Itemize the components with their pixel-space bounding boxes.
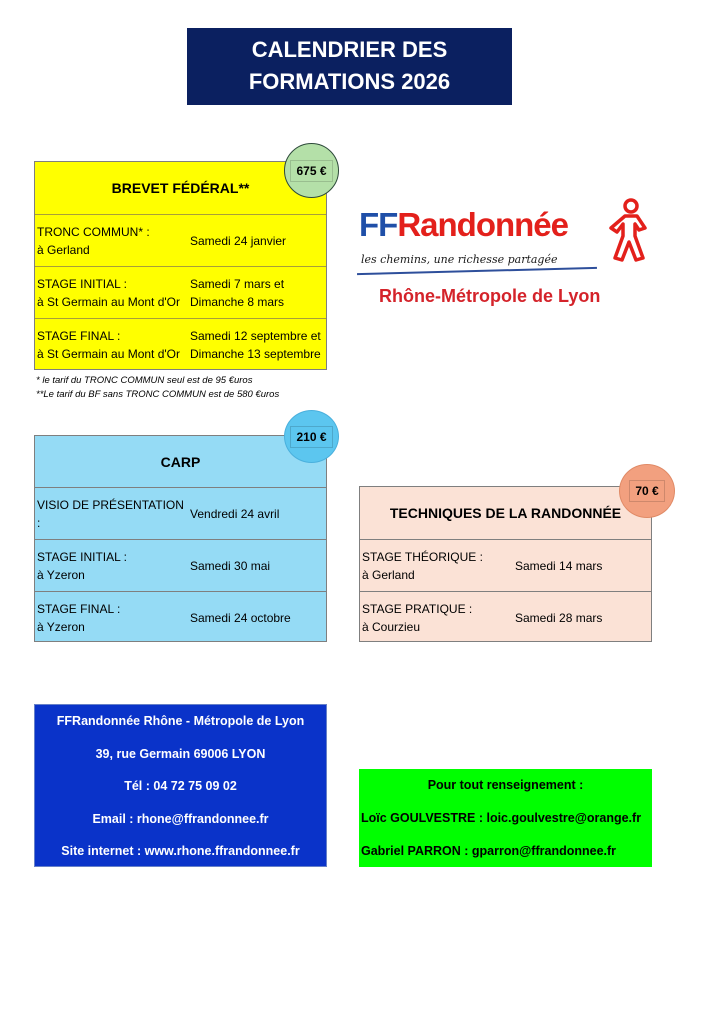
row-location: à Yzeron <box>37 567 85 582</box>
info-contact-2[interactable]: Gabriel PARRON : gparron@ffrandonnee.fr <box>361 844 617 858</box>
info-contact-1[interactable]: Loïc GOULVESTRE : loic.goulvestre@orange.fr <box>361 811 642 825</box>
row-label: STAGE INITIAL : <box>37 549 128 564</box>
row-date: Samedi 12 septembre et <box>190 328 321 343</box>
row-label: STAGE PRATIQUE : <box>362 601 473 616</box>
techniques-heading: TECHNIQUES DE LA RANDONNÉE <box>389 505 622 521</box>
logo-ff: FF <box>359 206 398 243</box>
row-location: à Gerland <box>362 567 415 582</box>
row-date: Samedi 14 mars <box>515 558 603 573</box>
ffrandonnee-logo <box>357 198 657 318</box>
logo-name: Randonnée <box>397 206 569 243</box>
row-date: Samedi 7 mars et <box>190 276 285 291</box>
logo-subtitle: Rhône-Métropole de Lyon <box>379 286 601 306</box>
contact-email[interactable]: Email : rhone@ffrandonnee.fr <box>92 811 269 826</box>
footnote-1: * le tarif du TRONC COMMUN seul est de 95 €uros <box>36 375 253 386</box>
price-badge-brevet <box>284 143 339 198</box>
info-box <box>359 769 652 867</box>
row-date: Samedi 28 mars <box>515 610 603 625</box>
row-location: à St Germain au Mont d'Or <box>37 294 181 309</box>
row-date: Vendredi 24 avril <box>190 506 280 521</box>
title-line-1: CALENDRIER DES <box>251 37 448 62</box>
footnotes <box>36 374 279 402</box>
price-text: 210 € <box>290 426 332 448</box>
row-location: à Courzieu <box>362 619 421 634</box>
logo-tagline: les chemins, une richesse partagée <box>361 253 558 266</box>
price-text: 70 € <box>629 480 664 502</box>
title-line-2: FORMATIONS 2026 <box>248 69 451 94</box>
price-badge-carp <box>284 410 339 463</box>
logo-underline <box>357 267 597 275</box>
contact-org: FFRandonnée Rhône - Métropole de Lyon <box>56 714 305 728</box>
row-label: VISIO DE PRÉSENTATION : <box>37 497 184 530</box>
table-row <box>35 487 326 539</box>
footnote-2: **Le tarif du BF sans TRONC COMMUN est de 580 €uros <box>36 389 280 400</box>
table-row <box>35 266 326 318</box>
row-label: STAGE FINAL : <box>37 328 121 343</box>
table-row <box>35 591 326 643</box>
row-location: à Yzeron <box>37 619 85 634</box>
table-row <box>35 318 326 370</box>
brevet-federal-card <box>34 161 327 370</box>
table-row <box>35 539 326 591</box>
table-row <box>360 539 651 591</box>
row-date: Samedi 24 janvier <box>190 233 287 248</box>
contact-website[interactable]: Site internet : www.rhone.ffrandonnee.fr <box>61 844 300 858</box>
contact-address: 39, rue Germain 69006 LYON <box>95 746 266 761</box>
row-label: STAGE THÉORIQUE : <box>362 549 483 564</box>
contact-box <box>34 704 327 867</box>
info-title: Pour tout renseignement : <box>427 778 584 792</box>
price-text: 675 € <box>290 160 332 182</box>
brevet-federal-heading: BREVET FÉDÉRAL** <box>111 180 250 196</box>
page-title <box>187 28 512 105</box>
row-date-2: Dimanche 8 mars <box>190 294 285 309</box>
techniques-card <box>359 486 652 642</box>
table-row <box>360 591 651 643</box>
table-row <box>35 214 326 266</box>
contact-phone: Tél : 04 72 75 09 02 <box>124 779 237 793</box>
row-date: Samedi 24 octobre <box>190 610 291 625</box>
logo-wordmark <box>359 206 568 244</box>
row-location: à Gerland <box>37 242 90 257</box>
row-label: TRONC COMMUN* : <box>37 224 150 239</box>
row-date-2: Dimanche 13 septembre <box>190 346 321 361</box>
row-date: Samedi 30 mai <box>190 558 271 573</box>
carp-card <box>34 435 327 642</box>
walker-icon <box>607 198 651 264</box>
row-label: STAGE INITIAL : <box>37 276 128 291</box>
row-label: STAGE FINAL : <box>37 601 121 616</box>
price-badge-techniques <box>619 464 675 518</box>
carp-heading: CARP <box>160 453 201 470</box>
row-location: à St Germain au Mont d'Or <box>37 346 181 361</box>
